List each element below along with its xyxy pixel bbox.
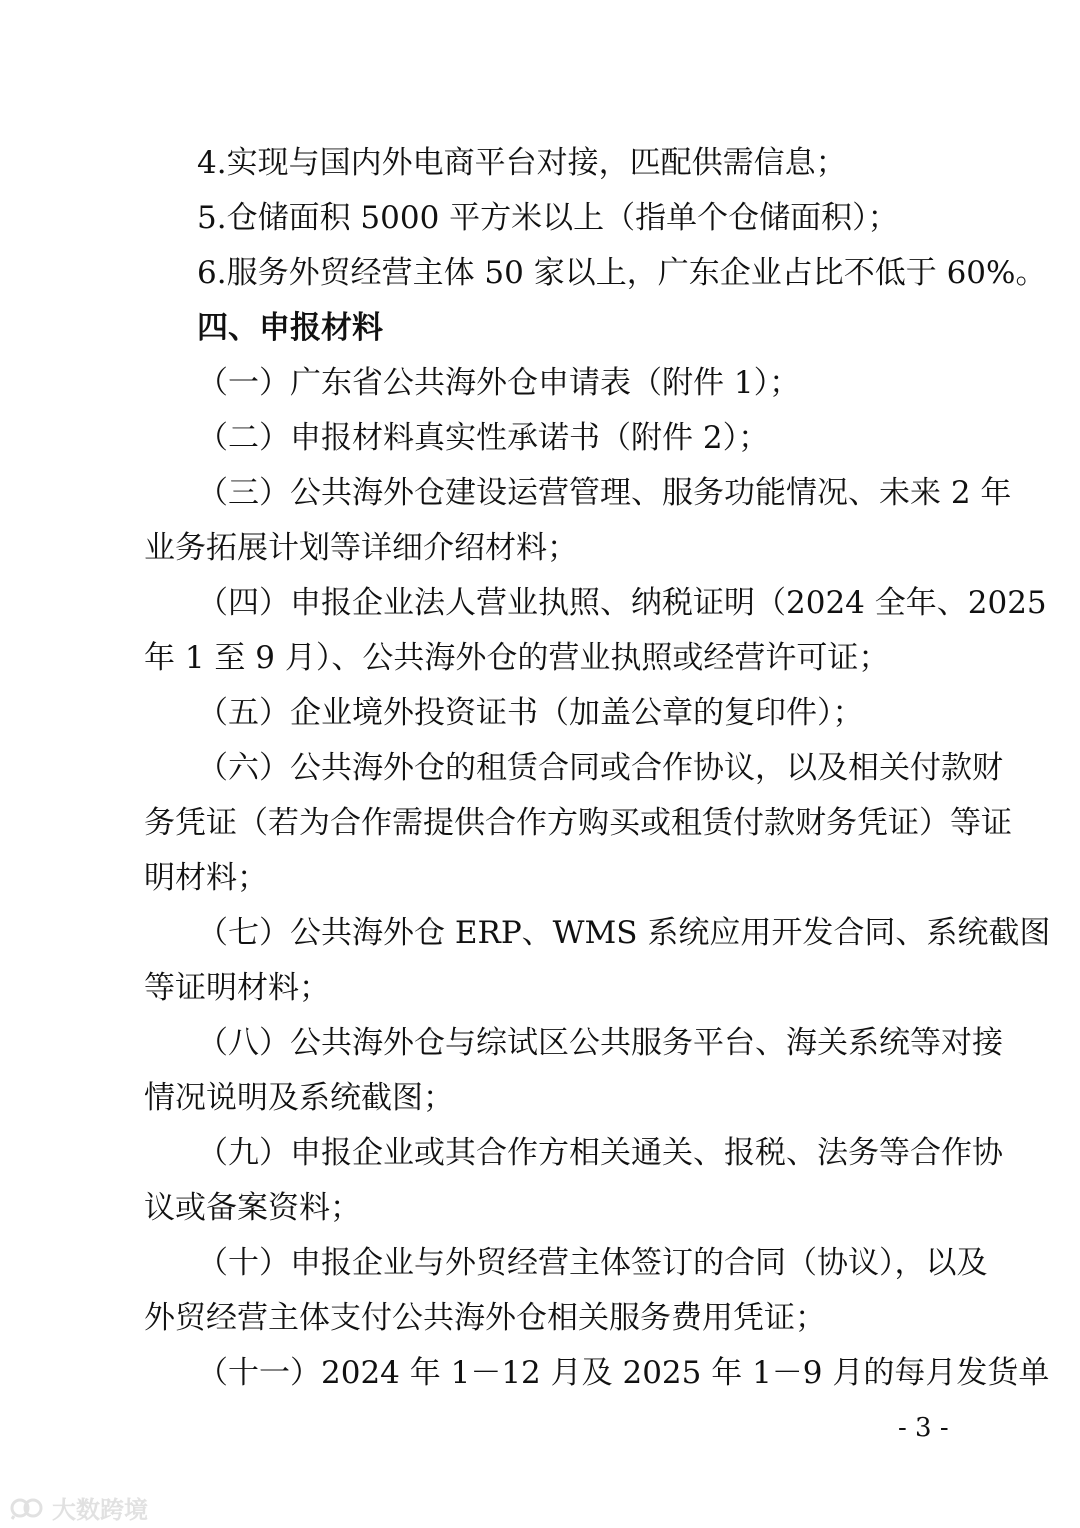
material-item-5: （五）企业境外投资证书（加盖公章的复印件）； bbox=[197, 695, 864, 731]
list-item-4: 4.实现与国内外电商平台对接，匹配供需信息； bbox=[197, 145, 847, 181]
material-item-3: （三）公共海外仓建设运营管理、服务功能情况、未来 2 年 bbox=[197, 475, 1012, 511]
material-item-4-cont: 年 1 至 9 月）、公共海外仓的营业执照或经营许可证； bbox=[144, 640, 890, 676]
page-number: - 3 - bbox=[898, 1413, 949, 1443]
material-item-6: （六）公共海外仓的租赁合同或合作协议，以及相关付款财 bbox=[197, 750, 1003, 786]
material-item-10-cont: 外贸经营主体支付公共海外仓相关服务费用凭证； bbox=[144, 1300, 826, 1336]
brand-logo-icon bbox=[10, 1496, 44, 1520]
watermark bbox=[10, 1490, 148, 1525]
material-item-8: （八）公共海外仓与综试区公共服务平台、海关系统等对接 bbox=[197, 1025, 1003, 1061]
material-item-9: （九）申报企业或其合作方相关通关、报税、法务等合作协 bbox=[197, 1135, 1003, 1171]
material-item-6-cont2: 明材料； bbox=[144, 860, 268, 896]
material-item-7: （七）公共海外仓 ERP、WMS 系统应用开发合同、系统截图 bbox=[197, 915, 1051, 951]
watermark-text: 大数跨境 bbox=[52, 1496, 148, 1524]
material-item-1: （一）广东省公共海外仓申请表（附件 1）； bbox=[197, 365, 801, 401]
material-item-3-cont: 业务拓展计划等详细介绍材料； bbox=[144, 530, 578, 566]
material-item-4: （四）申报企业法人营业执照、纳税证明（2024 全年、2025 bbox=[197, 585, 1047, 621]
material-item-6-cont: 务凭证（若为合作需提供合作方购买或租赁付款财务凭证）等证 bbox=[144, 805, 1012, 841]
section-heading: 四、申报材料 bbox=[197, 310, 383, 346]
material-item-9-cont: 议或备案资料； bbox=[144, 1190, 361, 1226]
material-item-10: （十）申报企业与外贸经营主体签订的合同（协议），以及 bbox=[197, 1245, 988, 1281]
material-item-11: （十一）2024 年 1－12 月及 2025 年 1－9 月的每月发货单 bbox=[197, 1355, 1050, 1391]
material-item-2: （二）申报材料真实性承诺书（附件 2）； bbox=[197, 420, 770, 456]
material-item-8-cont: 情况说明及系统截图； bbox=[144, 1080, 454, 1116]
list-item-6: 6.服务外贸经营主体 50 家以上，广东企业占比不低于 60%。 bbox=[197, 255, 1047, 291]
material-item-7-cont: 等证明材料； bbox=[144, 970, 330, 1006]
list-item-5: 5.仓储面积 5000 平方米以上（指单个仓储面积）； bbox=[197, 200, 899, 236]
